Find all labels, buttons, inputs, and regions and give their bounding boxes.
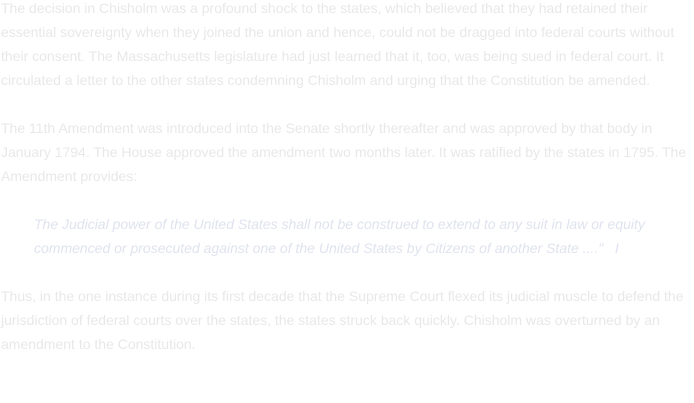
paragraph-conclusion: Thus, in the one instance during its first decade that the Supreme Court flexed its judicial muscle to defend the jurisdiction of federal courts over the states, the states struck back quickly. Chisholm was overturned by an amendment to the Constitution. bbox=[1, 288, 684, 352]
amendment-quote bbox=[1, 212, 691, 260]
paragraph-11th-amendment: The 11th Amendment was introduced into the Senate shortly thereafter and was approved by that body in January 1794. The House approved the amendment two months later. It was ratified by the states in 1795. The Amendment provides: bbox=[1, 120, 687, 184]
paragraph-chisholm-shock: The decision in Chisholm was a profound shock to the states, which believed that they had retained their essential sovereignty when they joined the union and hence, could not be dragged into federal courts without their consent. The Massachusetts legislature had just learned that it, too, was being sued in federal court. It circulated a letter to the other states condemning Chisholm and urging that the Constitution be amended. bbox=[1, 0, 675, 88]
paragraph-spacer bbox=[1, 188, 691, 212]
amendment-quote-text: The Judicial power of the United States shall not be construed to extend to any suit in law or equity commenced or prosecuted against one of the United States by Citizens of another State ...." bbox=[34, 216, 645, 256]
paragraph-spacer bbox=[1, 260, 691, 284]
paragraph-spacer bbox=[1, 92, 691, 116]
quote-marker: I bbox=[614, 240, 619, 256]
document-body bbox=[1, 0, 691, 356]
